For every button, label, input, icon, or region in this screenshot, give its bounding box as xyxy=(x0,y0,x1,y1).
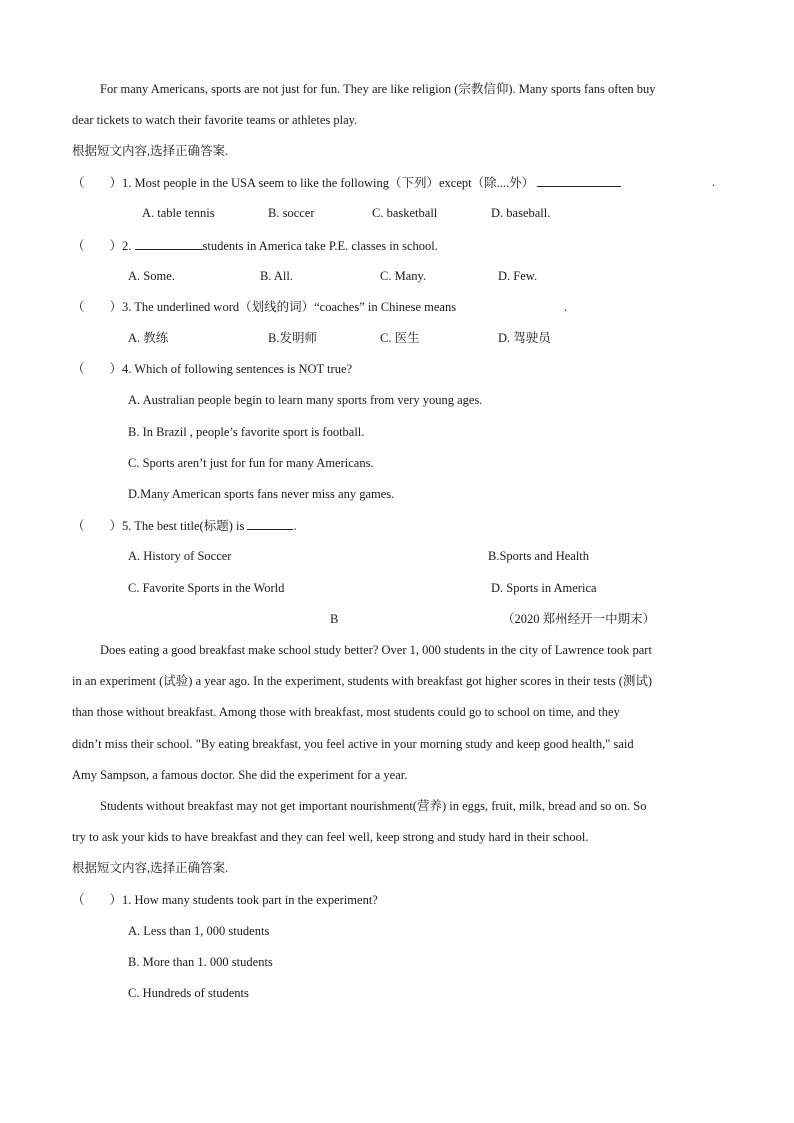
option-b[interactable]: B. soccer xyxy=(268,206,315,220)
question-stem: 4. Which of following sentences is NOT true? xyxy=(122,362,353,376)
question-stem: 5. The best title(标题) is xyxy=(122,519,245,533)
question-a1 xyxy=(72,174,621,191)
option-a[interactable]: A. Less than 1, 000 students xyxy=(128,924,270,938)
option-a[interactable]: A. History of Soccer xyxy=(128,549,232,563)
option-c[interactable]: C. Sports aren’t just for fun for many Americans. xyxy=(128,456,374,470)
instruction-b: 根据短文内容,选择正确答案. xyxy=(72,861,229,875)
passage-b-line: than those without breakfast. Among those with breakfast, most students could go to school on time, and they xyxy=(72,705,620,719)
option-b[interactable]: B.发明师 xyxy=(268,331,317,345)
option-b[interactable]: B. In Brazil , people’s favorite sport is football. xyxy=(128,425,365,439)
option-a[interactable]: A. 教练 xyxy=(128,331,169,345)
passage-b-line: Does eating a good breakfast make school study better? Over 1, 000 students in the city of Lawrence took part xyxy=(100,643,652,657)
question-stem: students in America take P.E. classes in school. xyxy=(202,239,438,253)
answer-paren[interactable]: （ ） xyxy=(72,362,123,376)
passage-b-line: Amy Sampson, a famous doctor. She did the experiment for a year. xyxy=(72,768,408,782)
option-b[interactable]: B. All. xyxy=(260,269,293,283)
question-number: 2. xyxy=(122,239,132,253)
passage-a-para1-line2: dear tickets to watch their favorite teams or athletes play. xyxy=(72,113,358,127)
answer-paren[interactable]: （ ） xyxy=(72,176,123,190)
option-c[interactable]: C. Many. xyxy=(380,269,427,283)
option-d[interactable]: D. Few. xyxy=(498,269,538,283)
question-a3 xyxy=(72,299,456,315)
section-source: （2020 郑州经开一中期末） xyxy=(502,612,656,626)
option-d[interactable]: D. baseball. xyxy=(491,206,551,220)
question-a5 xyxy=(72,517,297,534)
option-a[interactable]: A. Some. xyxy=(128,269,175,283)
instruction-a: 根据短文内容,选择正确答案. xyxy=(72,144,229,158)
answer-paren[interactable]: （ ） xyxy=(72,893,123,907)
option-a[interactable]: A. Australian people begin to learn many sports from very young ages. xyxy=(128,393,483,407)
option-c[interactable]: C. Hundreds of students xyxy=(128,986,249,1000)
option-d[interactable]: D. Sports in America xyxy=(491,581,597,595)
answer-paren[interactable]: （ ） xyxy=(72,519,123,533)
section-letter: B xyxy=(330,612,339,626)
passage-a-para1-line1: For many Americans, sports are not just for fun. They are like religion (宗教信仰). Many sports fans often buy xyxy=(100,82,656,96)
passage-b-line: try to ask your kids to have breakfast and they can feel well, keep strong and study hard in their school. xyxy=(72,830,589,844)
question-a2 xyxy=(72,237,438,254)
option-d[interactable]: D.Many American sports fans never miss any games. xyxy=(128,487,395,501)
option-a[interactable]: A. table tennis xyxy=(142,206,215,220)
passage-b-line: Students without breakfast may not get important nourishment(营养) in eggs, fruit, milk, bread and so on. So xyxy=(100,799,647,813)
option-b[interactable]: B.Sports and Health xyxy=(488,549,590,563)
answer-blank[interactable] xyxy=(537,174,621,187)
question-stem: 1. How many students took part in the experiment? xyxy=(122,893,378,907)
answer-paren[interactable]: （ ） xyxy=(72,239,123,253)
option-b[interactable]: B. More than 1. 000 students xyxy=(128,955,273,969)
question-end-mark: . xyxy=(712,175,716,189)
passage-b-line: in an experiment (试验) a year ago. In the experiment, students with breakfast got higher scores in their tests (测试) xyxy=(72,674,653,688)
question-b1 xyxy=(72,892,378,908)
option-d[interactable]: D. 驾驶员 xyxy=(498,331,551,345)
option-c[interactable]: C. basketball xyxy=(372,206,438,220)
answer-paren[interactable]: （ ） xyxy=(72,300,123,314)
answer-blank[interactable] xyxy=(135,237,203,250)
question-stem: 3. The underlined word（划线的词）“coaches” in Chinese means xyxy=(122,300,457,314)
answer-blank[interactable] xyxy=(247,517,293,530)
question-end-mark: . xyxy=(564,300,568,314)
question-end-mark: . xyxy=(293,519,297,533)
question-a4 xyxy=(72,361,352,377)
option-c[interactable]: C. Favorite Sports in the World xyxy=(128,581,285,595)
passage-b-line: didn’t miss their school. "By eating breakfast, you feel active in your morning study and keep good health," said xyxy=(72,737,634,751)
option-c[interactable]: C. 医生 xyxy=(380,331,420,345)
question-stem: 1. Most people in the USA seem to like the following（下列）except（除....外） xyxy=(122,176,535,190)
